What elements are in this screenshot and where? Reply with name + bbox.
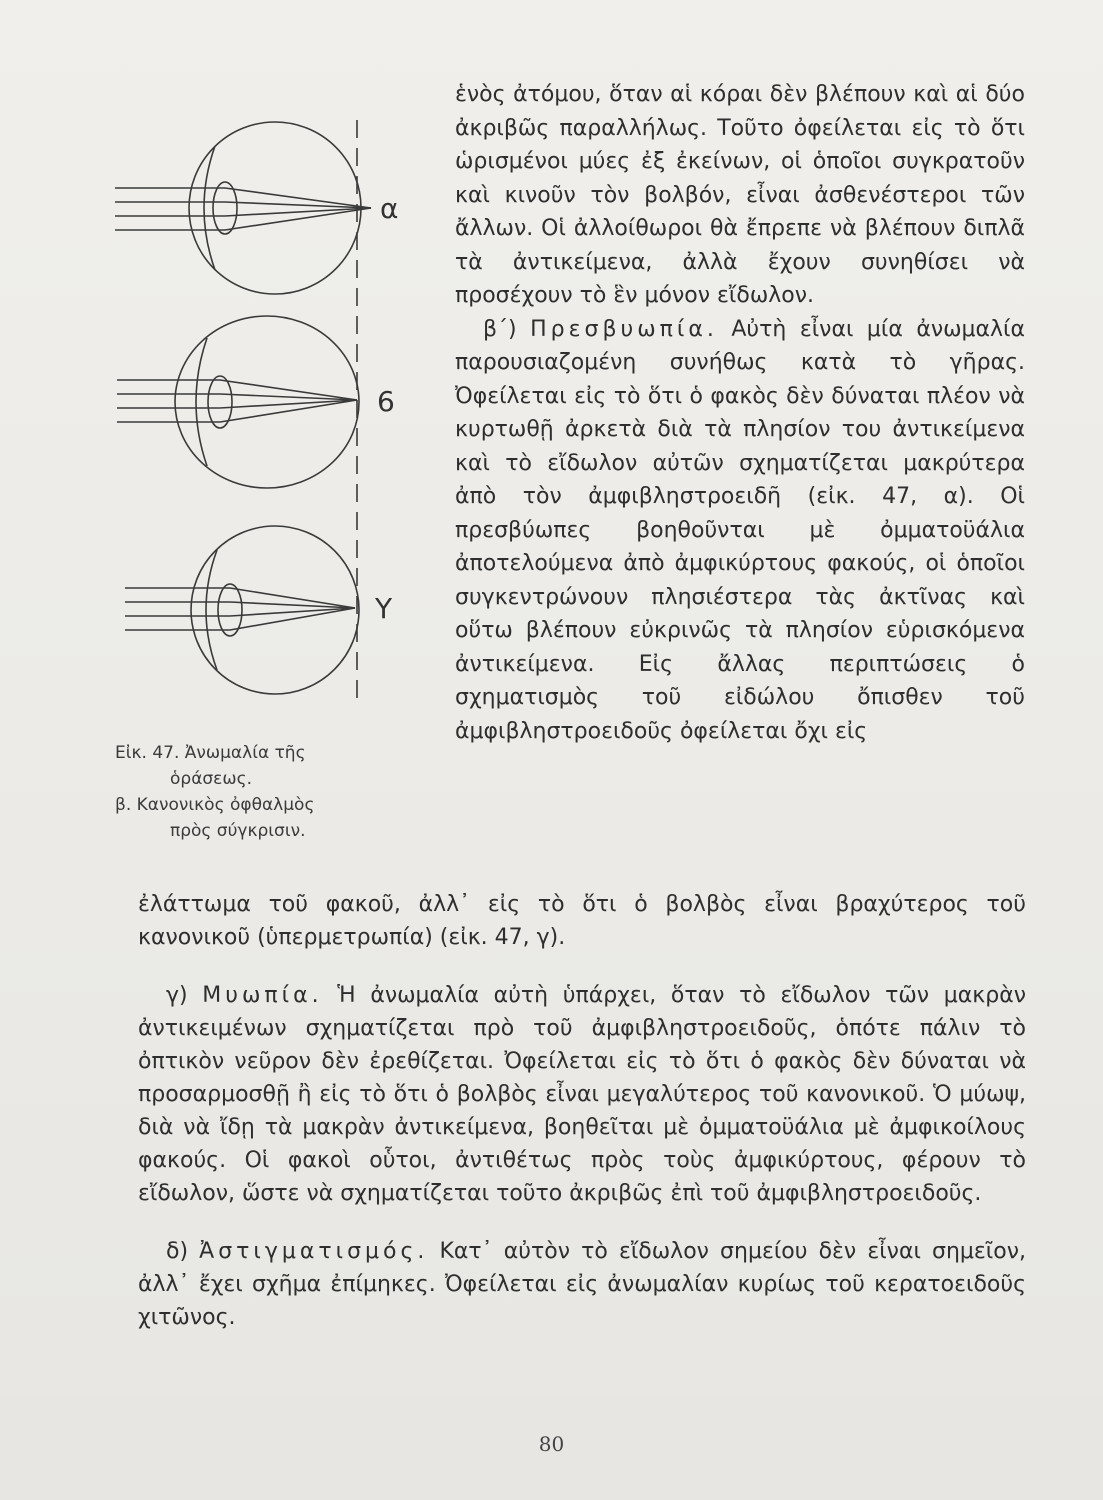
- caption-line: β. Κανονικὸς ὀφθαλμὸς: [115, 795, 315, 815]
- paragraph-body: Αὐτὴ εἶναι μία ἀνωμαλία παρουσιαζομένη συνήθως κατὰ τὸ γῆρας. Ὀφείλεται εἰς τὸ ὅτι ὁ φακὸς δὲν δύναται πλέον νὰ κυρτωθῇ ἀρκετὰ διὰ τὰ πλησίον του ἀντικείμενα καὶ τὸ εἴδωλον αὐτῶν σχηματίζεται μακρύτερα ἀπὸ τὸν ἀμφιβληστροειδῆ (εἰκ. 47, α). Οἱ πρεσβύωπες βοηθοῦνται μὲ ὀμματοϋάλια ἀποτελούμενα ἀπὸ ἀμφικύρτους φακούς, οἱ ὁποῖοι συγκεντρώνουν πλησιέστερα τὰς ἀκτῖνας καὶ οὕτω βλέπουν εὐκρινῶς τὰ πλησίον εὑρισκόμενα ἀντικείμενα. Εἰς ἄλλας περιπτώσεις ὁ σχηματισμὸς τοῦ εἰδώλου ὄπισθεν τοῦ ἀμφιβληστροειδοῦς ὀφείλεται ὄχι εἰς: [455, 316, 1025, 744]
- section-term-myopia: Μυωπία.: [202, 983, 323, 1008]
- section-prefix: γ): [166, 983, 203, 1008]
- right-column-text: [455, 78, 1025, 748]
- paragraph-body: Κατ᾽ αὐτὸν τὸ εἴδωλον σημείου δὲν εἶναι σημεῖον, ἀλλ᾽ ἔχει σχῆμα ἐπίμηκες. Ὀφείλεται εἰς ἀνωμαλίαν κυρίως τοῦ κερατοειδοῦς χιτῶνος.: [138, 1239, 1026, 1330]
- page-number: 80: [538, 1432, 565, 1456]
- eye-diagram-a: [115, 122, 371, 294]
- paragraph-body: Ἡ ἀνωμαλία αὐτὴ ὑπάρχει, ὅταν τὸ εἴδωλον τῶν μακρὰν ἀντικειμένων σχηματίζεται πρὸ τοῦ ἀμφιβληστροειδοῦς, ὁπότε πάλιν τὸ ὀπτικὸν νεῦρον δὲν ἐρεθίζεται. Ὀφείλεται εἰς τὸ ὅτι ὁ φακὸς δὲν δύναται νὰ προσαρμοσθῇ ἢ εἰς τὸ ὅτι ὁ βολβὸς εἶναι μεγαλύτερος τοῦ κανονικοῦ. Ὁ μύωψ, διὰ νὰ ἴδῃ τὰ μακρὰν ἀντικείμενα, βοηθεῖται μὲ ὀμματοϋάλια μὲ ἀμφικοίλους φακούς. Οἱ φακοὶ οὗτοι, ἀντιθέτως πρὸς τοὺς ἀμφικύρτους, φέρουν τὸ εἴδωλον, ὥστε νὰ σχηματίζεται τοῦτο ἀκριβῶς ἐπὶ τοῦ ἀμφιβληστροειδοῦς.: [138, 983, 1026, 1206]
- figure-label-b: 6: [377, 385, 395, 418]
- section-prefix: β΄): [483, 316, 531, 342]
- section-term-presbyopia: Πρεσβυωπία.: [530, 316, 718, 342]
- paragraph-continuation: ἐλάττωμα τοῦ φακοῦ, ἀλλ᾽ εἰς τὸ ὅτι ὁ βολβὸς εἶναι βραχύτερος τοῦ κανονικοῦ (ὑπερμετρωπία) (εἰκ. 47, γ).: [138, 892, 1026, 950]
- figure-label-c: Y: [375, 592, 393, 625]
- full-width-text: [138, 888, 1026, 1334]
- eye-diagram-b: [117, 316, 359, 488]
- paragraph-strabismus: ἑνὸς ἀτόμου, ὅταν αἱ κόραι δὲν βλέπουν καὶ αἱ δύο ἀκριβῶς παραλλήλως. Τοῦτο ὀφείλεται εἰς τὸ ὅτι ὡρισμένοι μύες ἐξ ἐκείνων, οἱ ὁποῖοι συγκρατοῦν καὶ κινοῦν τὸν βολβόν, εἶναι ἀσθενέστεροι τῶν ἄλλων. Οἱ ἀλλοίθωροι θὰ ἔπρεπε νὰ βλέπουν διπλᾶ τὰ ἀντικείμενα, ἀλλὰ ἔχουν συνηθίσει νὰ προσέχουν τὸ ἓν μόνον εἴδωλον.: [455, 82, 1025, 308]
- paragraph-presbyopia: [455, 313, 1025, 749]
- eye-diagram-c: [125, 526, 359, 694]
- caption-line: ὁράσεως.: [170, 769, 252, 789]
- eye-anomaly-figure: [95, 80, 425, 760]
- figure-caption: [115, 740, 415, 844]
- section-prefix: δ): [166, 1239, 200, 1264]
- section-term-astigmatism: Ἀστιγματισμός.: [199, 1239, 429, 1264]
- caption-line: Εἰκ. 47. Ἀνωμαλία τῆς: [115, 743, 306, 763]
- eye-diagrams-illustration: [95, 80, 425, 760]
- paragraph-myopia: [138, 979, 1026, 1210]
- caption-line: πρὸς σύγκρισιν.: [170, 821, 306, 841]
- figure-label-a: α: [380, 192, 399, 225]
- paragraph-astigmatism: [138, 1235, 1026, 1334]
